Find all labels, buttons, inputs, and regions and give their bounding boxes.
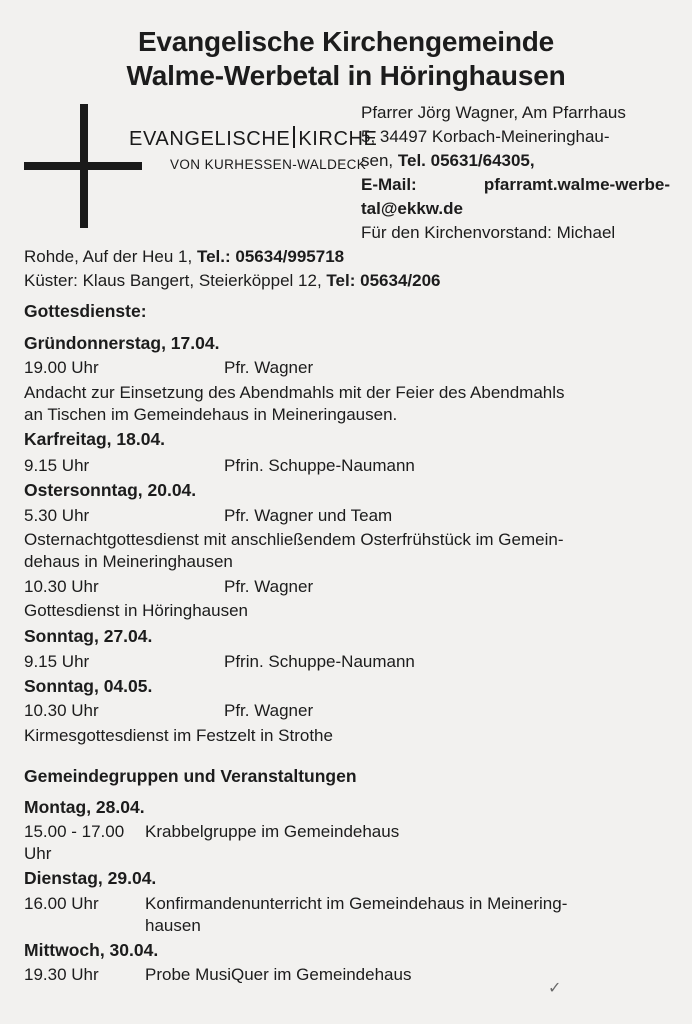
- logo-name-left: EVANGELISCHE: [129, 128, 291, 150]
- service-date: Sonntag, 04.05.: [24, 676, 153, 696]
- sexton-phone: 05634/206: [360, 271, 441, 290]
- pastor-phone: Tel. 05631/64305,: [397, 151, 535, 170]
- logo-name: [129, 126, 378, 151]
- email-part-1: pfarramt.walme-werbe-: [483, 175, 670, 194]
- logo-divider: [293, 126, 295, 148]
- service-pastor: Pfr. Wagner: [224, 358, 314, 377]
- event-date: Montag, 28.04.: [24, 797, 145, 817]
- contact-line-4: [361, 174, 670, 195]
- service-pastor: Pfrin. Schuppe-Naumann: [224, 652, 415, 671]
- event-time: 19.30 Uhr: [24, 965, 99, 984]
- service-time: 19.00 Uhr: [24, 358, 99, 377]
- service-pastor: Pfr. Wagner und Team: [224, 506, 393, 525]
- services-heading: Gottesdienste:: [24, 301, 147, 321]
- event-description: Krabbelgruppe im Gemeindehaus: [145, 822, 400, 841]
- service-date: Gründonnerstag, 17.04.: [24, 333, 220, 353]
- service-time: 9.15 Uhr: [24, 652, 90, 671]
- event-date: Mittwoch, 30.04.: [24, 940, 159, 960]
- service-description: an Tischen im Gemeindehaus in Meineringausen.: [24, 405, 398, 424]
- event-time-unit: Uhr: [24, 844, 52, 863]
- groups-heading: Gemeindegruppen und Veranstaltungen: [24, 766, 357, 786]
- contact-line-7: [24, 246, 344, 267]
- cross-icon-horizontal: [24, 162, 142, 170]
- event-date: Dienstag, 29.04.: [24, 868, 157, 888]
- service-date: Karfreitag, 18.04.: [24, 429, 166, 449]
- contact-line-8: [24, 270, 441, 291]
- service-description: Kirmesgottesdienst im Festzelt in Strothe: [24, 726, 333, 745]
- email-label: E-Mail:: [361, 175, 417, 194]
- page-title-line-2: Walme-Werbetal in Höringhausen: [126, 60, 566, 91]
- service-description: dehaus in Meineringhausen: [24, 552, 233, 571]
- contact-line-3: [361, 150, 535, 171]
- smudge-mark-icon: ✓: [548, 980, 562, 997]
- service-time: 10.30 Uhr: [24, 701, 99, 720]
- service-date: Sonntag, 27.04.: [24, 626, 153, 646]
- event-time: 16.00 Uhr: [24, 894, 99, 913]
- service-description: Gottesdienst in Höringhausen: [24, 601, 248, 620]
- service-time: 9.15 Uhr: [24, 456, 90, 475]
- service-time: 10.30 Uhr: [24, 577, 99, 596]
- service-pastor: Pfrin. Schuppe-Naumann: [224, 456, 415, 475]
- contact-line-8-text: Küster: Klaus Bangert, Steierköppel 12,: [24, 271, 322, 290]
- tel-label: Tel:: [326, 271, 356, 290]
- contact-line-7-text: Rohde, Auf der Heu 1,: [24, 247, 193, 266]
- event-time: 15.00 - 17.00: [24, 822, 125, 841]
- tel-label: Tel.:: [196, 247, 231, 266]
- event-description: hausen: [145, 916, 201, 935]
- service-date: Ostersonntag, 20.04.: [24, 480, 197, 500]
- logo-subtitle: VON KURHESSEN-WALDECK: [170, 157, 367, 172]
- event-description: Probe MusiQuer im Gemeindehaus: [145, 965, 412, 984]
- email-part-2: tal@ekkw.de: [361, 199, 463, 218]
- contact-line-3-text: sen,: [361, 151, 394, 170]
- church-logo: [24, 104, 378, 230]
- page-title-line-1: Evangelische Kirchengemeinde: [137, 26, 555, 57]
- contact-line-2: 5, 34497 Korbach-Meineringhau-: [361, 127, 610, 146]
- contact-line-6: Für den Kirchenvorstand: Michael: [361, 223, 616, 242]
- contact-line-1: Pfarrer Jörg Wagner, Am Pfarrhaus: [361, 103, 626, 122]
- logo-name-right: KIRCHE: [298, 128, 378, 150]
- service-pastor: Pfr. Wagner: [224, 701, 314, 720]
- service-description: Andacht zur Einsetzung des Abendmahls mit der Feier des Abendmahls: [24, 383, 565, 402]
- service-pastor: Pfr. Wagner: [224, 577, 314, 596]
- service-time: 5.30 Uhr: [24, 506, 90, 525]
- event-description: Konfirmandenunterricht im Gemeindehaus in Meinering-: [145, 894, 568, 913]
- board-phone: 05634/995718: [235, 247, 345, 266]
- service-description: Osternachtgottesdienst mit anschließendem Osterfrühstück im Gemein-: [24, 530, 564, 549]
